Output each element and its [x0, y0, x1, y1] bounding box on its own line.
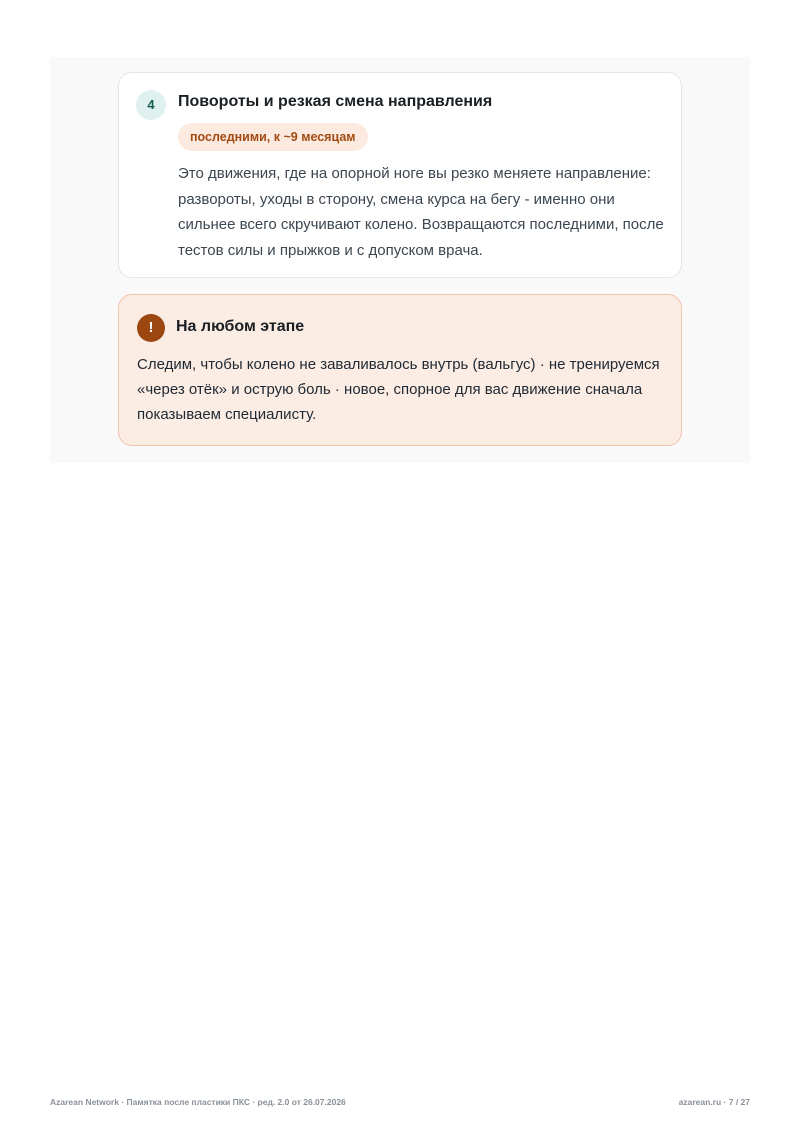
step-number-badge: 4 [136, 90, 166, 120]
step-description: Это движения, где на опорной ноге вы резко меняете направление: развороты, уходы в сторону, смена курса на бегу - именно они сильнее всего скручивают колено. Возвращаются последними, после тестов силы и прыжков и с допуском врача. [178, 165, 664, 259]
step-card [118, 72, 682, 278]
warning-text: Следим, чтобы колено не заваливалось внутрь (вальгус) · не тренируемся «через отёк» и острую боль · новое, спорное для вас движение сначала показываем специалисту. [137, 356, 660, 423]
timing-tag: последними, к ~9 месяцам [178, 123, 368, 151]
exclamation-icon: ! [137, 314, 165, 342]
footer-document-info: Azarean Network · Памятка после пластики ПКС · ред. 2.0 от 26.07.2026 [50, 1097, 346, 1107]
warning-title: На любом этапе [176, 318, 305, 335]
warning-card [118, 294, 682, 446]
step-title: Повороты и резкая смена направления [178, 93, 493, 110]
footer-page-number: azarean.ru · 7 / 27 [678, 1097, 750, 1107]
